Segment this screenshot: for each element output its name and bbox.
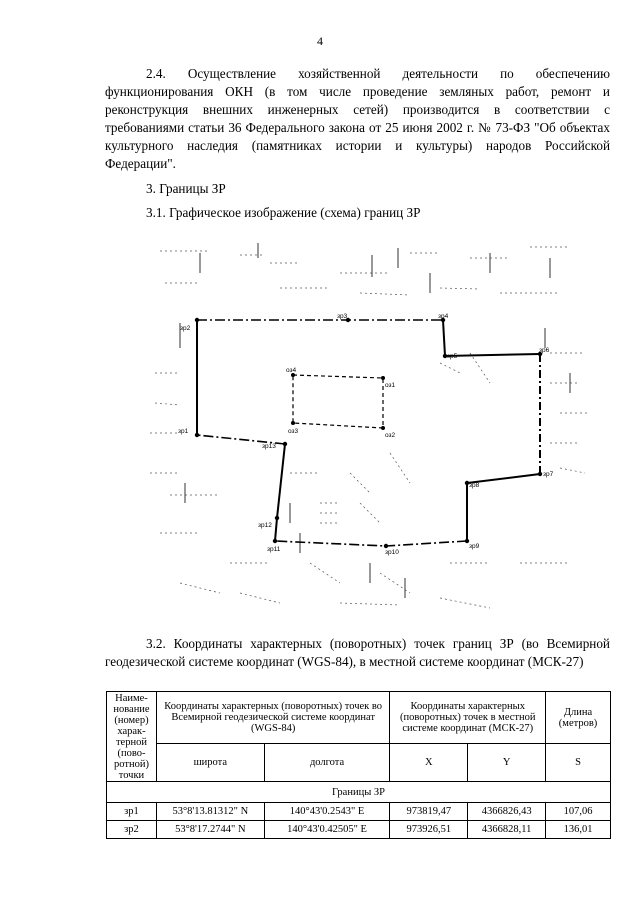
boundary-scheme bbox=[140, 233, 595, 625]
cell-lat: 53°8'13.81312" N bbox=[156, 803, 264, 821]
cell-lon: 140°43'0.2543" E bbox=[264, 803, 390, 821]
label-zr4: зр4 bbox=[438, 313, 449, 320]
header-wgs84: Координаты характерных (поворотных) точек во Всемирной геодезической системе координат (WGS-84) bbox=[156, 692, 389, 744]
coordinates-table bbox=[106, 691, 611, 839]
header-longitude: долгота bbox=[264, 744, 390, 782]
object-boundary bbox=[293, 375, 383, 428]
header-point-name: Наиме-нование (номер) харак-терной (пово-ротной) точки bbox=[107, 692, 157, 782]
label-zr1: зр1 bbox=[178, 428, 189, 435]
table-row bbox=[107, 821, 611, 839]
header-s: S bbox=[546, 744, 611, 782]
paragraph-3-2: 3.2. Координаты характерных (поворотных) точек границ ЗР (во Всемирной геодезической системе координат (WGS-84), в местной системе координат (МСК-27) bbox=[105, 636, 610, 669]
page-number: 4 bbox=[317, 34, 323, 48]
cell-x: 973926,51 bbox=[390, 821, 468, 839]
label-zr10: зр10 bbox=[385, 549, 399, 556]
label-oz3: оз3 bbox=[288, 428, 299, 435]
header-x: X bbox=[390, 744, 468, 782]
label-zr5: зр5 bbox=[447, 353, 458, 360]
label-oz1: оз1 bbox=[385, 382, 396, 389]
label-zr2: зр2 bbox=[180, 325, 191, 332]
label-zr6: зр6 bbox=[539, 347, 550, 354]
header-y: Y bbox=[468, 744, 546, 782]
label-zr11: зр11 bbox=[267, 546, 281, 553]
cell-lon: 140°43'0.42505" E bbox=[264, 821, 390, 839]
label-zr7: зр7 bbox=[543, 471, 554, 478]
cell-y: 4366828,11 bbox=[468, 821, 546, 839]
cell-x: 973819,47 bbox=[390, 803, 468, 821]
boundary-line bbox=[197, 320, 540, 546]
map-background bbox=[150, 247, 590, 608]
point-labels bbox=[178, 313, 554, 556]
section-heading-3: 3. Границы ЗР bbox=[146, 181, 226, 196]
label-zr12: зр12 bbox=[258, 522, 272, 529]
label-zr9: зр9 bbox=[469, 543, 480, 550]
header-latitude: широта bbox=[156, 744, 264, 782]
boundary-points bbox=[195, 318, 542, 548]
cell-y: 4366826,43 bbox=[468, 803, 546, 821]
cell-s: 107,06 bbox=[546, 803, 611, 821]
subsection-heading-3-1: 3.1. Графическое изображение (схема) границ ЗР bbox=[146, 205, 421, 220]
label-zr13: зр13 bbox=[262, 443, 276, 450]
section-row: Границы ЗР bbox=[107, 782, 611, 803]
cell-name: зр1 bbox=[107, 803, 157, 821]
table-row bbox=[107, 803, 611, 821]
cell-lat: 53°8'17.2744" N bbox=[156, 821, 264, 839]
label-oz2: оз2 bbox=[385, 432, 396, 439]
label-oz4: оз4 bbox=[286, 367, 297, 374]
header-msk27: Координаты характерных (поворотных) точек в местной системе координат (МСК-27) bbox=[390, 692, 546, 744]
label-zr3: зр3 bbox=[337, 313, 348, 320]
label-zr8: зр8 bbox=[469, 482, 480, 489]
paragraph-2-4: 2.4. Осуществление хозяйственной деятельности по обеспечению функционирования ОКН (в том числе проведение земляных работ, ремонт и реконструкция внешних инженерных сетей) производится в соответствии с требованиями статьи 36 Федерального закона от 25 июня 2002 г. № 73-ФЗ "Об объектах культурного наследия (памятниках истории и культуры) народов Российской Федерации". bbox=[105, 66, 610, 171]
header-length: Длина (метров) bbox=[546, 692, 611, 744]
cell-s: 136,01 bbox=[546, 821, 611, 839]
cell-name: зр2 bbox=[107, 821, 157, 839]
